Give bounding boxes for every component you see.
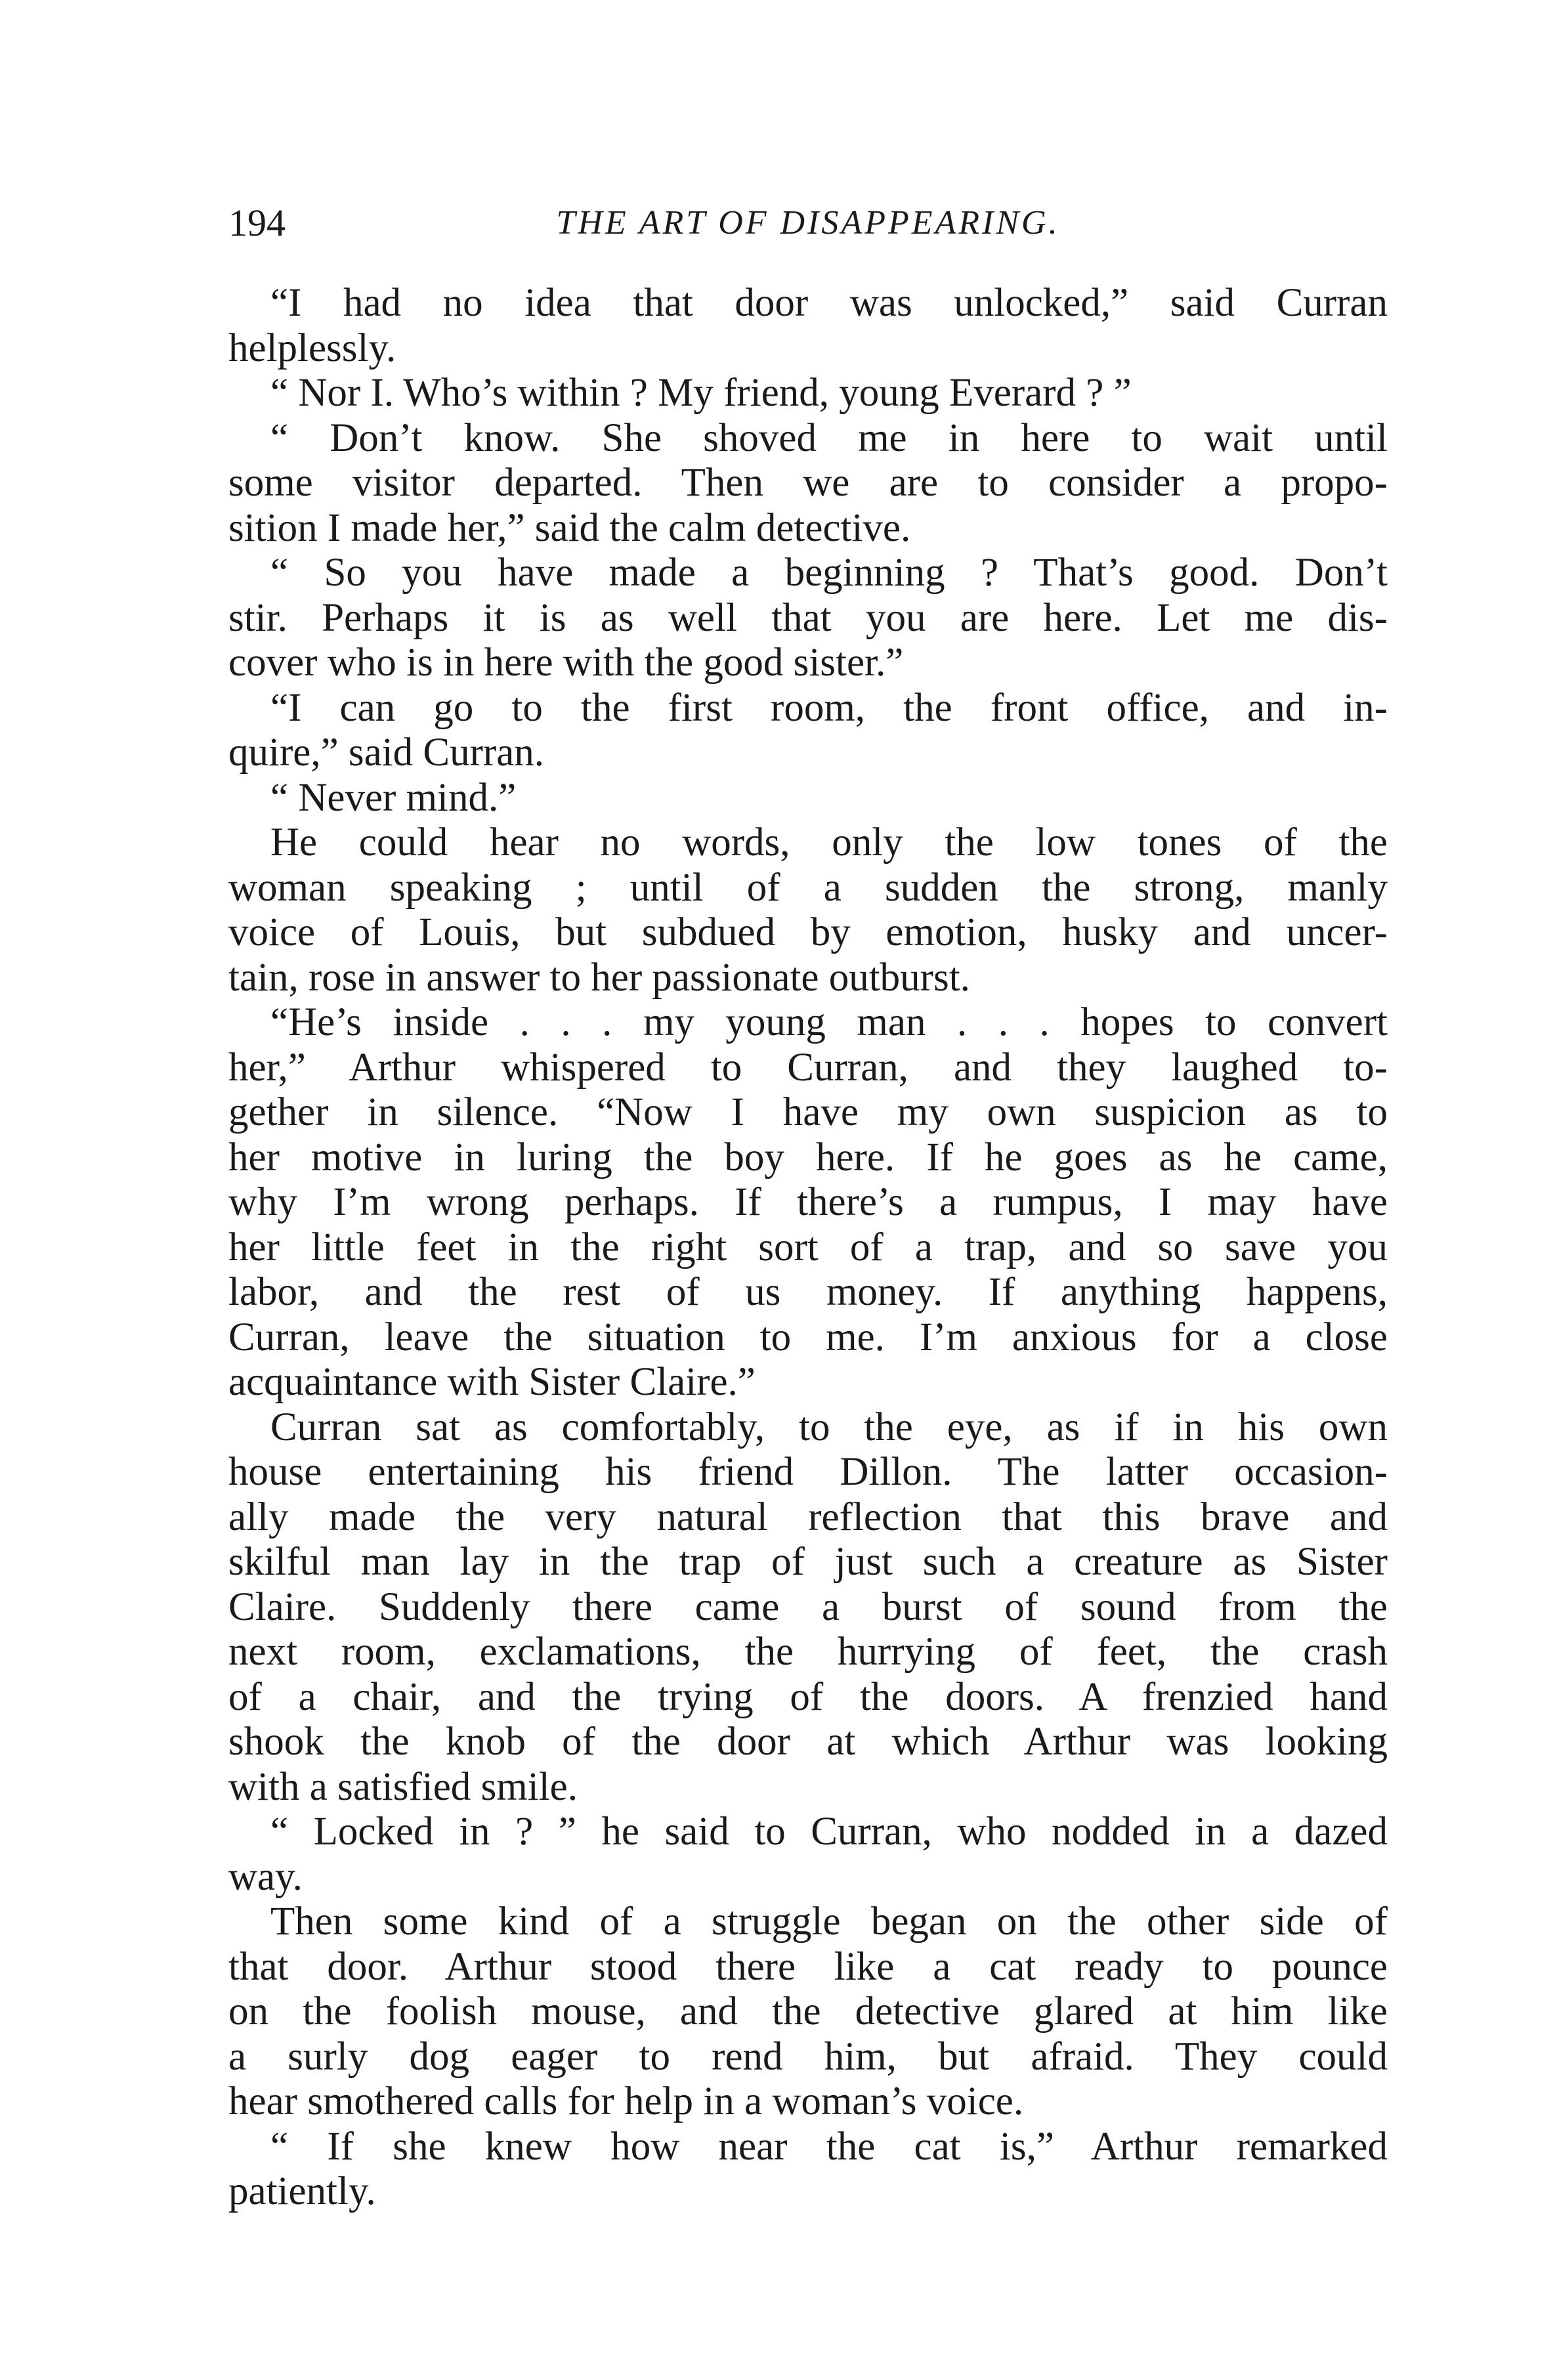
text-line: He could hear no words, only the low tones of the (270, 820, 1388, 864)
text-line: tain, rose in answer to her passionate outburst. (228, 955, 970, 1000)
text-line: stir. Perhaps it is as well that you are here. Let me dis- (228, 595, 1388, 640)
text-line: hear smothered calls for help in a woman’s voice. (228, 2079, 1024, 2123)
text-line: “ Nor I. Who’s within ? My friend, young Everard ? ” (270, 371, 1132, 415)
text-line: Then some kind of a struggle began on the other side of (270, 1900, 1388, 1944)
text-line: her motive in luring the boy here. If he goes as he came, (228, 1135, 1388, 1179)
text-line: her,” Arthur whispered to Curran, and they laughed to- (228, 1045, 1388, 1090)
body-text (228, 281, 1388, 2215)
text-line: “I had no idea that door was unlocked,” said Curran (270, 281, 1388, 325)
text-line: sition I made her,” said the calm detective. (228, 505, 911, 550)
text-line: Claire. Suddenly there came a burst of sound from the (228, 1584, 1388, 1629)
text-line: helplessly. (228, 326, 396, 370)
text-line: acquaintance with Sister Claire.” (228, 1360, 756, 1404)
text-line: shook the knob of the door at which Arthur was looking (228, 1720, 1388, 1764)
paragraph (228, 551, 1388, 686)
running-title: THE ART OF DISAPPEARING. (556, 204, 1060, 242)
paragraph (228, 1405, 1388, 1810)
text-line: with a satisfied smile. (228, 1764, 578, 1809)
running-head (228, 197, 1388, 249)
text-line: skilful man lay in the trap of just such a creature as Sister (228, 1540, 1388, 1584)
text-line: some visitor departed. Then we are to consider a propo- (228, 461, 1388, 505)
text-line: “ Don’t know. She shoved me in here to wait until (270, 415, 1388, 460)
text-line: cover who is in here with the good sister.” (228, 641, 904, 685)
text-line: house entertaining his friend Dillon. The latter occasion- (228, 1450, 1388, 1494)
text-line: “ Never mind.” (270, 775, 517, 820)
paragraph (228, 776, 1388, 821)
text-line: “He’s inside . . . my young man . . . hopes to convert (270, 1000, 1388, 1044)
paragraph (228, 686, 1388, 776)
text-line: way. (228, 1854, 303, 1899)
paragraph (228, 281, 1388, 371)
text-line: why I’m wrong perhaps. If there’s a rumpus, I may have (228, 1180, 1388, 1224)
paragraph (228, 1900, 1388, 2125)
text-line: ally made the very natural reflection that this brave and (228, 1495, 1388, 1539)
paragraph (228, 416, 1388, 551)
text-line: a surly dog eager to rend him, but afraid. They could (228, 2034, 1388, 2079)
text-line: patiently. (228, 2169, 376, 2213)
paragraph (228, 1810, 1388, 1900)
text-line: labor, and the rest of us money. If anything happens, (228, 1270, 1388, 1314)
text-line: next room, exclamations, the hurrying of feet, the crash (228, 1630, 1388, 1674)
text-line: on the foolish mouse, and the detective glared at him like (228, 1989, 1388, 2033)
text-line: “ If she knew how near the cat is,” Arthur remarked (270, 2124, 1388, 2169)
paragraph (228, 371, 1388, 416)
text-line: “ Locked in ? ” he said to Curran, who nodded in a dazed (270, 1810, 1388, 1854)
page-number: 194 (228, 202, 286, 244)
text-line: Curran, leave the situation to me. I’m anxious for a close (228, 1315, 1388, 1359)
text-line: gether in silence. “Now I have my own suspicion as to (228, 1090, 1388, 1134)
text-line: quire,” said Curran. (228, 731, 545, 775)
text-line: her little feet in the right sort of a trap, and so save you (228, 1225, 1388, 1269)
text-line: Curran sat as comfortably, to the eye, as if in his own (270, 1405, 1388, 1449)
text-line: “ So you have made a beginning ? That’s good. Don’t (270, 551, 1388, 595)
paragraph (228, 820, 1388, 1000)
text-line: “I can go to the first room, the front office, and in- (270, 685, 1388, 730)
text-line: woman speaking ; until of a sudden the strong, manly (228, 865, 1388, 910)
text-line: voice of Louis, but subdued by emotion, husky and uncer- (228, 910, 1388, 954)
paragraph (228, 1000, 1388, 1405)
text-line: of a chair, and the trying of the doors. A frenzied hand (228, 1674, 1388, 1719)
text-line: that door. Arthur stood there like a cat ready to pounce (228, 1944, 1388, 1989)
paragraph (228, 2125, 1388, 2215)
